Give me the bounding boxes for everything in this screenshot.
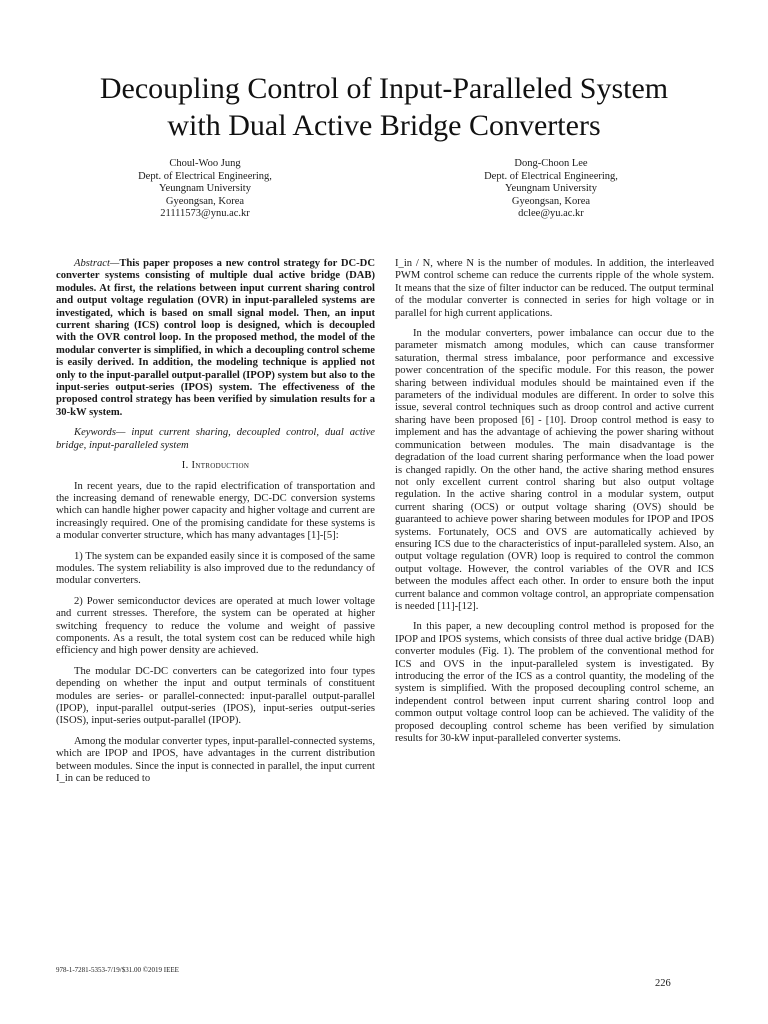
body-paragraph: I_in / N, where N is the number of modules. In addition, the interleaved PWM control scheme can reduce the currents ripple of the whole system. It means that the size of filter inductor can be reduced. The output terminal of the modular converter is connected in series for high voltage or in parallel for high current applications. xyxy=(395,258,714,319)
author-block-2 xyxy=(436,158,666,221)
body-paragraph: In the modular converters, power imbalance can occur due to the parameter mismatch among modules, which can cause transformer saturation, thermal stress imbalance, poor performance and excessive power concentration of the specific module. For this reason, the power sharing between individual modules should be maintained even if the parameters of the individual modules are different. In order to solve this issue, several control techniques such as droop control and active current sharing have been proposed [6] - [10]. Droop control method is easy to implement and has the advantage of achieving the power sharing without communication between modules. The main disadvantage is the degradation of the load current sharing performance when the load power is changed rapidly. On the other hand, the active sharing method ensures not only excellent current control sharing but also output voltage regulation. In the active sharing control in a modular system, output current sharing (OCS) or output voltage sharing (OVS) should be guaranteed to achieve power sharing between modules for IPOP and IPOS systems. Fortunately, OCS and OVS are automatically achieved by ensuring ICS due to the characteristics of input-paralleled system. Also, an output voltage regulation (OVR) loop is required to control the common output voltage. However, the control variables of the OVR and ICS between the modules affect each other. In order to ensure both the input current balance and common voltage control, an appropriate compensation is needed [11]-[12]. xyxy=(395,328,714,612)
left-column xyxy=(56,258,375,793)
author-name: Dong-Choon Lee xyxy=(514,158,588,169)
copyright-footer: 978-1-7281-5353-7/19/$31.00 ©2019 IEEE xyxy=(56,966,179,974)
right-column xyxy=(395,258,714,753)
body-paragraph: 2) Power semiconductor devices are operated at much lower voltage and current stresses. Therefore, the system can be operated at higher switching frequency to reduce the volume and weight of passive components. As a result, the total system cost can be reduced while high efficiency and high power density are achieved. xyxy=(56,595,375,657)
body-paragraph: 1) The system can be expanded easily since it is composed of the same modules. The system reliability is also improved due to the redundancy of modular converters. xyxy=(56,550,375,587)
section-title: Introduction xyxy=(191,460,250,472)
keywords: Keywords— input current sharing, decoupled control, dual active bridge, input-paralleled system xyxy=(56,427,375,451)
body-paragraph: The modular DC-DC converters can be categorized into four types depending on whether the input and output terminals of constituent modules are series- or parallel-connected: input-parallel output-parallel (IPOP), input-parallel output-series (IPOS), input-series output-series (ISOS), input-series output-parallel (IPOP). xyxy=(56,665,375,727)
body-paragraph: In this paper, a new decoupling control method is proposed for the IPOP and IPOS systems, which consists of three dual active bridge (DAB) converter modules (Fig. 1). The problem of the conventional method for ICS and OVS in the input-paralleled system is investigated. By introducing the error of the ICS as a control quantity, the modeling of the system is simplified. With the proposed decoupling control scheme, an independent control between input current sharing control loop and common output voltage control loop can be achieved. The validity of the proposed decoupling control scheme has been verified by simulation results for 30-kW input-paralleled converter systems. xyxy=(395,621,714,745)
author-city: Gyeongsan, Korea xyxy=(165,195,245,207)
page-number: 226 xyxy=(655,978,671,989)
paper-title xyxy=(60,70,708,144)
abstract xyxy=(56,258,375,419)
author-dept: Dept. of Electrical Engineering, xyxy=(138,170,272,182)
author-dept: Dept. of Electrical Engineering, xyxy=(484,170,618,182)
section-heading xyxy=(56,460,375,472)
author-email: dclee@yu.ac.kr xyxy=(518,208,584,219)
author-univ: Yeungnam University xyxy=(159,183,251,194)
author-city: Gyeongsan, Korea xyxy=(511,195,591,207)
author-univ: Yeungnam University xyxy=(505,183,597,194)
author-name: Choul-Woo Jung xyxy=(169,158,241,169)
body-paragraph: In recent years, due to the rapid electrification of transportation and the increasing demand of renewable energy, DC-DC conversion systems which can handle higher power capacity and higher voltage and current are increasingly required. One of the promising candidate for these systems is a modular converter structure, which has many advantages [1]-[5]: xyxy=(56,480,375,542)
author-email: 21111573@ynu.ac.kr xyxy=(160,208,250,219)
abstract-lead: Abstract— xyxy=(74,258,120,269)
abstract-text: This paper proposes a new control strategy for DC-DC converter systems consisting of multiple dual active bridge (DAB) modules. At first, the relations between input current sharing control and output voltage regulation (OVR) in input-paralleled systems are investigated, which is based on small signal model. Then, an input current sharing (ICS) control loop is designed, which is decoupled with the OVR control loop. In the proposed method, the model of the modular converter is simplified, in which a decoupling control scheme is easily derived. In addition, the modeling technique is applied not only to the input-parallel output-parallel (IPOP) system but also to the input-series output-series (IPOS) system. The effectiveness of the proposed control strategy has been verified by simulation results for a 30-kW system. xyxy=(56,258,375,418)
body-paragraph: Among the modular converter types, input-parallel-connected systems, which are IPOP and IPOS, have advantages in the current distribution between modules. Since the input is connected in parallel, the input current I_in can be reduced to xyxy=(56,735,375,785)
title-line-1: Decoupling Control of Input-Paralleled System xyxy=(99,72,669,105)
section-number: I. xyxy=(181,460,189,472)
title-line-2: with Dual Active Bridge Converters xyxy=(167,109,601,142)
author-block-1 xyxy=(90,158,320,221)
